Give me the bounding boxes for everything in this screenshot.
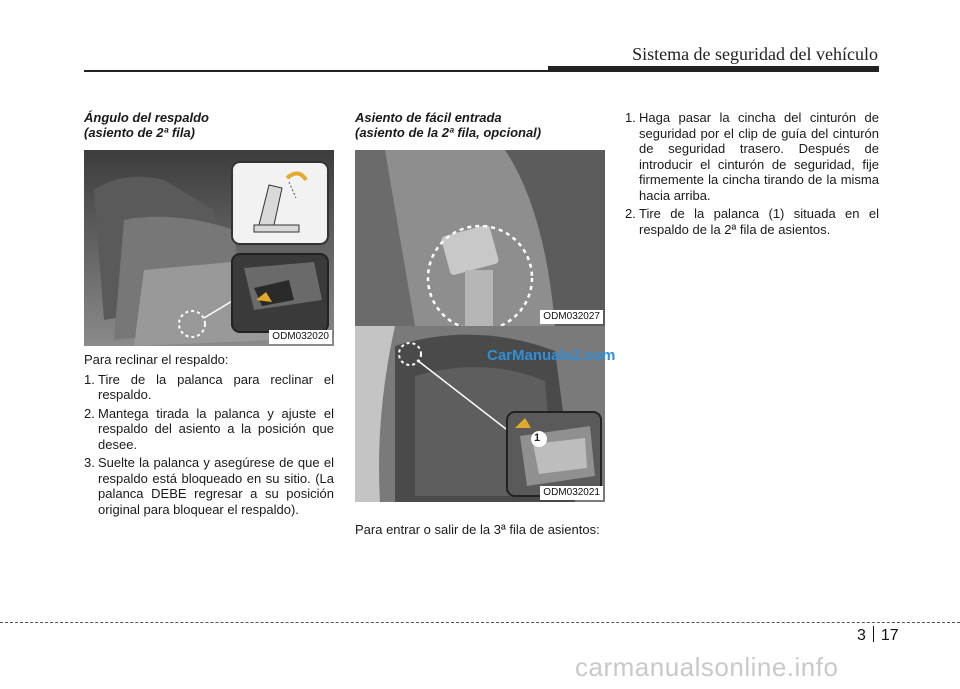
- steps-list: [84, 372, 334, 518]
- seat-recline-illustration: [84, 150, 334, 346]
- step-number: 2.: [625, 206, 636, 221]
- step-text: Suelte la palanca y asegúrese de que el respaldo está bloqueado en su sitio. (La palanca DEBE regresar a su posición original para bloquear el respaldo).: [98, 455, 334, 517]
- list-item: [625, 110, 879, 203]
- footer-rule: [0, 622, 960, 623]
- footer-site-link[interactable]: carmanualsonline.info: [575, 652, 839, 682]
- steps-list: [625, 110, 879, 237]
- header-rule-accent: [548, 66, 879, 72]
- entry-text: Para entrar o salir de la 3ª fila de asientos:: [355, 522, 600, 537]
- figure-belt-guide: [355, 150, 605, 326]
- list-item: [84, 372, 334, 403]
- watermark: CarManuals2.com: [487, 347, 616, 364]
- page-header-title: Sistema de seguridad del vehículo: [632, 44, 878, 64]
- page-number: [857, 626, 899, 645]
- step-text: Tire de la palanca para reclinar el respaldo.: [98, 371, 334, 402]
- list-item: [84, 406, 334, 453]
- belt-guide-illustration: [355, 150, 605, 326]
- step-number: 3.: [84, 455, 95, 470]
- step-text: Mantega tirada la palanca y ajuste el respaldo del asiento a la posición que desee.: [98, 405, 334, 452]
- step-number: 1.: [84, 371, 95, 387]
- heading-line: (asiento de 2ª fila): [84, 125, 196, 140]
- section-heading: [84, 110, 334, 140]
- page-number-value: 17: [880, 627, 899, 644]
- intro-text: Para reclinar el respaldo:: [84, 352, 229, 367]
- step-text: Haga pasar la cincha del cinturón de seguridad por el clip de guía del cinturón de seguridad trasero. Después de introducir el cinturón de seguridad, fije firmemente la cincha tirando de la misma hacia arriba.: [639, 110, 879, 203]
- figure-label: ODM032027: [540, 310, 603, 324]
- column-easy-entry: [355, 110, 605, 542]
- column-instructions: [625, 110, 879, 240]
- figure-label: ODM032021: [540, 486, 603, 500]
- figure-label: ODM032020: [269, 330, 332, 344]
- step-number: 2.: [84, 405, 95, 421]
- list-item: [84, 455, 334, 517]
- page-number-separator: [873, 626, 874, 642]
- section-heading: [355, 110, 605, 140]
- column-seatback-angle: [84, 110, 334, 520]
- heading-line: Ángulo del respaldo: [84, 110, 209, 125]
- list-item: [625, 206, 879, 237]
- step-number: 1.: [625, 110, 636, 125]
- figure-seat-recline: [84, 150, 334, 346]
- section-number: 3: [857, 627, 866, 644]
- callout-number: 1: [534, 432, 541, 444]
- heading-line: (asiento de la 2ª fila, opcional): [355, 125, 542, 140]
- heading-line: Asiento de fácil entrada: [355, 110, 502, 125]
- step-text: Tire de la palanca (1) situada en el respaldo de la 2ª fila de asientos.: [639, 206, 879, 237]
